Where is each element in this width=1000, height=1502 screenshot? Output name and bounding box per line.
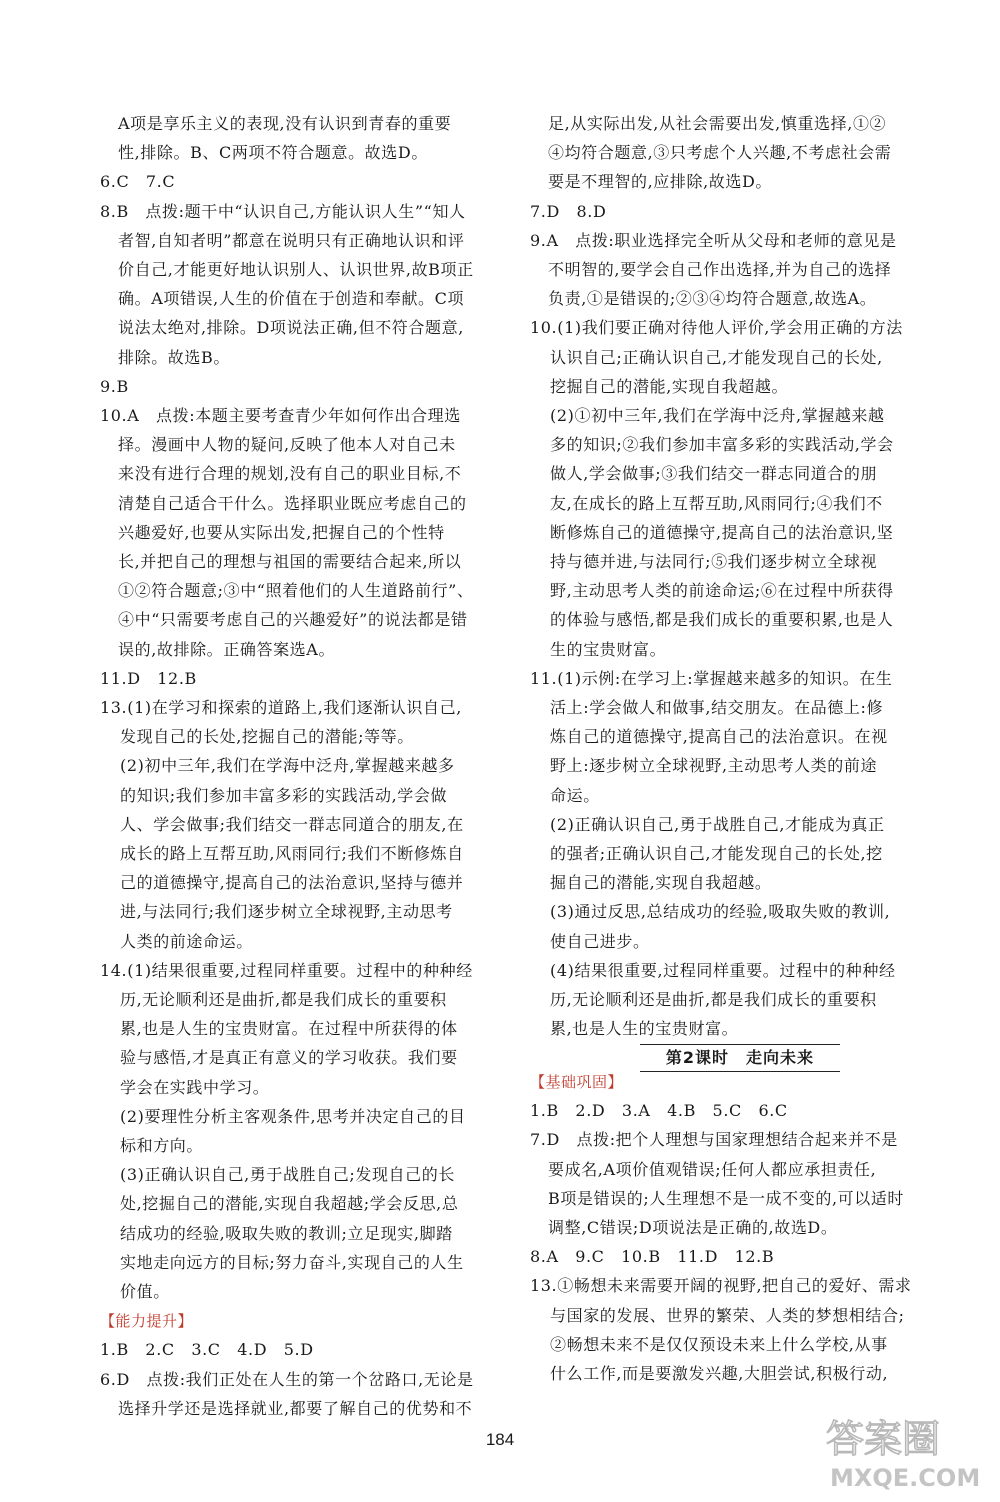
answer-text-line: 者智,自知者明”都意在说明只有正确地认识和评 (118, 230, 465, 250)
answer-item: 13.①畅想未来需要开阔的视野,把自己的爱好、需求 (530, 1276, 912, 1296)
watermark-logo (820, 1412, 990, 1492)
answer-text-line: 与国家的发展、世界的繁荣、人类的梦想相结合; (550, 1305, 905, 1325)
answer-text-line: 不明智的,要学会自己作出选择,并为自己的选择 (548, 260, 892, 279)
answer-item: 9.B (100, 376, 129, 396)
answer-text-line: ①②符合题意;③中“照着他们的人生道路前行”、 (118, 581, 474, 601)
answer-text-line: 来没有进行合理的规划,没有自己的职业目标,不 (118, 464, 462, 484)
page-number: 184 (485, 1430, 515, 1449)
watermark-text: 答案圈 (826, 1417, 941, 1461)
answer-text-line: 进,与法同行;我们逐步树立全球视野,主动思考 (120, 902, 453, 922)
answer-item: 13.(1)在学习和探索的道路上,我们逐渐认识自己, (100, 698, 462, 717)
answer-text-line: 认识自己;正确认识自己,才能发现自己的长处, (550, 347, 883, 367)
answer-item: 6.D 点拨:我们正处在人生的第一个岔路口,无论是 (100, 1369, 474, 1389)
answer-text-line: (2)正确认识自己,勇于战胜自己,才能成为真正 (550, 814, 885, 834)
answer-text-line: 人、学会做事;我们结交一群志同道合的朋友,在 (120, 814, 464, 834)
answer-text-line: 活上:学会做人和做事,结交朋友。在品德上:修 (550, 698, 884, 717)
answer-text-line: 验与感悟,才是真正有意义的学习收获。我们要 (120, 1048, 458, 1068)
answer-item: 7.D 8.D (530, 201, 607, 221)
answer-text-line: 处,挖掘自己的潜能,实现自我超越;学会反思,总 (120, 1194, 459, 1214)
answer-text-line: 多的知识;②我们参加丰富多彩的实践活动,学会 (550, 435, 894, 455)
answer-text-line: 命运。 (550, 785, 600, 805)
answer-text-line: 价值。 (120, 1282, 170, 1301)
answer-text-line: 选择升学还是选择就业,都要了解自己的优势和不 (118, 1398, 473, 1418)
answer-text-line: 要是不理智的,应排除,故选D。 (548, 172, 773, 192)
answer-text-line: (2)初中三年,我们在学海中泛舟,掌握越来越多 (120, 756, 455, 776)
answer-text-line: 累,也是人生的宝贵财富。在过程中所获得的体 (120, 1019, 458, 1039)
answer-text-line: ④均符合题意,③只考虑个人兴趣,不考虑社会需 (548, 143, 892, 163)
answer-text-line: 炼自己的道德操守,提高自己的法治意识。在视 (550, 727, 888, 747)
answer-text-line: (4)结果很重要,过程同样重要。过程中的种种经 (550, 960, 896, 980)
answer-text-line: 调整,C错误;D项说法是正确的,故选D。 (548, 1218, 838, 1237)
answer-text-line: 掘自己的潜能,实现自我超越。 (550, 873, 772, 893)
answer-text-line: ②畅想未来不是仅仅预设未来上什么学校,从事 (550, 1334, 888, 1354)
answer-item: 7.D 点拨:把个人理想与国家理想结合起来并不是 (530, 1130, 898, 1150)
answer-text-line: 结成功的经验,吸取失败的教训;立足现实,脚踏 (120, 1223, 453, 1243)
answer-text-line: 兴趣爱好,也要从实际出发,把握自己的个性特 (118, 522, 445, 542)
answer-text-line: 历,无论顺利还是曲折,都是我们成长的重要积 (550, 990, 877, 1009)
answer-text-line: 实地走向远方的目标;努力奋斗,实现自己的人生 (120, 1252, 464, 1272)
answer-item: 1.B 2.D 3.A 4.B 5.C 6.C (530, 1101, 788, 1121)
answer-text-line: 的知识;我们参加丰富多彩的实践活动,学会做 (120, 785, 448, 805)
section-tag: 【基础巩固】 (530, 1073, 624, 1091)
answer-text-line: 排除。故选B。 (118, 347, 230, 367)
answer-item: 11.D 12.B (100, 668, 197, 688)
answer-text-line: (3)通过反思,总结成功的经验,吸取失败的教训, (550, 902, 891, 922)
answer-text-line: 做人,学会做事;③我们结交一群志同道合的朋 (550, 464, 878, 484)
answer-text-line: 什么工作,而是要激发兴趣,大胆尝试,积极行动, (550, 1364, 889, 1383)
answer-text-line: 学会在实践中学习。 (120, 1077, 270, 1097)
answer-text-line: 长,并把自己的理想与祖国的需要结合起来,所以 (118, 552, 462, 571)
answer-text-line: 足,从实际出发,从社会需要出发,慎重选择,①② (548, 114, 887, 133)
answer-text-line: 发现自己的长处,挖掘自己的潜能;等等。 (120, 727, 414, 747)
answer-item: 8.A 9.C 10.B 11.D 12.B (530, 1247, 775, 1267)
answer-text-line: 累,也是人生的宝贵财富。 (550, 1019, 739, 1039)
section-tag: 【能力提升】 (100, 1312, 194, 1331)
answer-item: 10.A 点拨:本题主要考查青少年如何作出合理选 (100, 406, 461, 425)
answer-item: 9.A 点拨:职业选择完全听从父母和老师的意见是 (530, 230, 897, 250)
answer-text-line: 负责,①是错误的;②③④均符合题意,故选A。 (548, 289, 877, 309)
answer-text-line: 野上:逐步树立全球视野,主动思考人类的前途 (550, 756, 878, 776)
answer-item: 8.B 点拨:题干中“认识自己,方能认识人生”“知人 (100, 201, 466, 221)
answer-text-line: 误的,故排除。正确答案选A。 (118, 639, 336, 659)
answer-text-line: (2)要理性分析主客观条件,思考并决定自己的目 (120, 1106, 466, 1126)
answer-text-line: 断修炼自己的道德操守,提高自己的法治意识,坚 (550, 522, 894, 542)
watermark-url: MXQE.COM (830, 1464, 981, 1492)
answer-text-line: 成长的路上互帮互助,风雨同行;我们不断修炼自 (120, 844, 464, 863)
answer-text-line: 生的宝贵财富。 (550, 639, 667, 659)
answer-text-line: 野,主动思考人类的前途命运;⑥在过程中所获得 (550, 581, 894, 601)
answer-text-line: 持与德并进,与法同行;⑤我们逐步树立全球视 (550, 552, 878, 571)
answer-text-line: A项是享乐主义的表现,没有认识到青春的重要 (118, 114, 452, 133)
answer-text-line: 历,无论顺利还是曲折,都是我们成长的重要积 (120, 990, 447, 1009)
answer-text-line: ④中“只需要考虑自己的兴趣爱好”的说法都是错 (118, 610, 468, 630)
answer-text-line: 的强者;正确认识自己,才能发现自己的长处,挖 (550, 844, 883, 863)
answer-text-line: (2)①初中三年,我们在学海中泛舟,掌握越来越 (550, 406, 885, 425)
section-title: 第2课时 走向未来 (640, 1044, 840, 1072)
answer-text-line: B项是错误的;人生理想不是一成不变的,可以适时 (548, 1188, 905, 1208)
answer-text-line: 要成名,A项价值观错误;任何人都应承担责任, (548, 1159, 877, 1179)
answer-text-line: 友,在成长的路上互帮互助,风雨同行;④我们不 (550, 493, 883, 513)
answer-item: 10.(1)我们要正确对待他人评价,学会用正确的方法 (530, 318, 903, 338)
answer-text-line: 标和方向。 (120, 1136, 204, 1155)
answer-item: 1.B 2.C 3.C 4.D 5.D (100, 1340, 314, 1360)
answer-text-line: 说法太绝对,排除。D项说法正确,但不符合题意, (118, 318, 464, 338)
answer-text-line: 清楚自己适合干什么。选择职业既应考虑自己的 (118, 493, 467, 513)
answer-text-line: 价自己,才能更好地认识别人、认识世界,故B项正 (118, 260, 474, 279)
answer-text-line: 使自己进步。 (550, 931, 650, 951)
answer-text-line: 的体验与感悟,都是我们成长的重要积累,也是人 (550, 610, 894, 630)
answer-item: 6.C 7.C (100, 172, 176, 192)
answer-item: 11.(1)示例:在学习上:掌握越来越多的知识。在生 (530, 668, 893, 688)
answer-text-line: 人类的前途命运。 (120, 931, 253, 951)
answer-text-line: 己的道德操守,提高自己的法治意识,坚持与德并 (120, 873, 464, 893)
answer-text-line: (3)正确认识自己,勇于战胜自己;发现自己的长 (120, 1165, 455, 1185)
answer-text-line: 性,排除。B、C两项不符合题意。故选D。 (118, 143, 428, 163)
answer-text-line: 确。A项错误,人生的价值在于创造和奉献。C项 (118, 289, 465, 309)
answer-item: 14.(1)结果很重要,过程同样重要。过程中的种种经 (100, 960, 473, 980)
answer-text-line: 挖掘自己的潜能,实现自我超越。 (550, 376, 789, 396)
answer-text-line: 择。漫画中人物的疑问,反映了他本人对自己未 (118, 435, 456, 455)
